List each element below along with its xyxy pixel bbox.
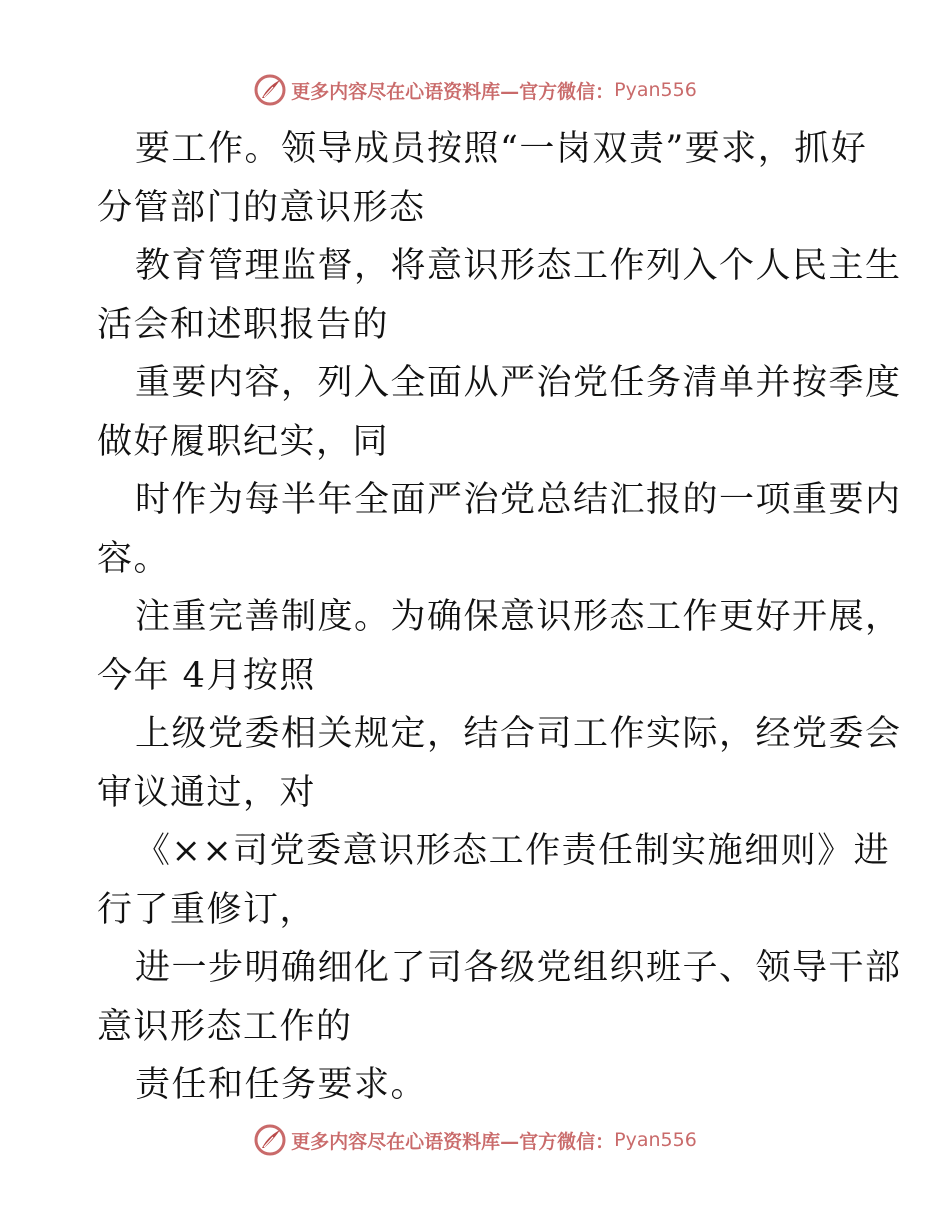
feather-logo-icon: [253, 73, 287, 107]
text-line: 《××司党委意识形态工作责任制实施细则》进: [135, 831, 891, 871]
paragraph: [97, 822, 891, 939]
text-line: 时作为每半年全面严治党总结汇报的一项重要内: [135, 480, 902, 520]
watermark-text: 更多内容尽在心语资料库—官方微信：: [291, 80, 615, 103]
paragraph: [97, 1056, 877, 1115]
header-watermark: [0, 70, 950, 110]
text-line: 容。: [97, 538, 171, 579]
watermark-wechat-id: Pyan556: [614, 79, 697, 101]
footer-watermark: [0, 1120, 950, 1160]
text-line: 今年 4月按照: [97, 655, 316, 696]
text-line: 上级党委相关规定，结合司工作实际，经党委会: [135, 714, 902, 754]
feather-logo-icon: [253, 1123, 287, 1157]
paragraph: [97, 471, 902, 588]
text-line: 重要内容，列入全面从严治党任务清单并按季度: [135, 363, 902, 403]
text-line: 分管部门的意识形态: [97, 187, 426, 228]
body-text: [97, 120, 902, 1115]
text-line: 注重完善制度。为确保意识形态工作更好开展，: [135, 597, 902, 637]
text-line: 教育管理监督，将意识形态工作列入个人民主生: [135, 246, 902, 286]
watermark-wechat-id: Pyan556: [614, 1129, 697, 1151]
paragraph: [97, 237, 902, 354]
watermark-text: 更多内容尽在心语资料库—官方微信：: [291, 1130, 615, 1153]
text-line: 审议通过，对: [97, 772, 317, 813]
text-line: 活会和述职报告的: [97, 304, 390, 345]
text-line: 责任和任务要求。: [135, 1065, 428, 1105]
paragraph: [97, 588, 902, 705]
paragraph: [97, 939, 902, 1056]
paragraph: [97, 354, 902, 471]
paragraph: [97, 120, 877, 237]
paragraph: [97, 705, 902, 822]
text-line: 进一步明确细化了司各级党组织班子、领导干部: [135, 948, 902, 988]
text-line: 要工作。领导成员按照“一岗双责”要求，抓好: [135, 129, 868, 169]
text-line: 做好履职纪实，同: [97, 421, 390, 462]
text-line: 意识形态工作的: [97, 1006, 353, 1047]
text-line: 行了重修订，: [97, 889, 317, 930]
